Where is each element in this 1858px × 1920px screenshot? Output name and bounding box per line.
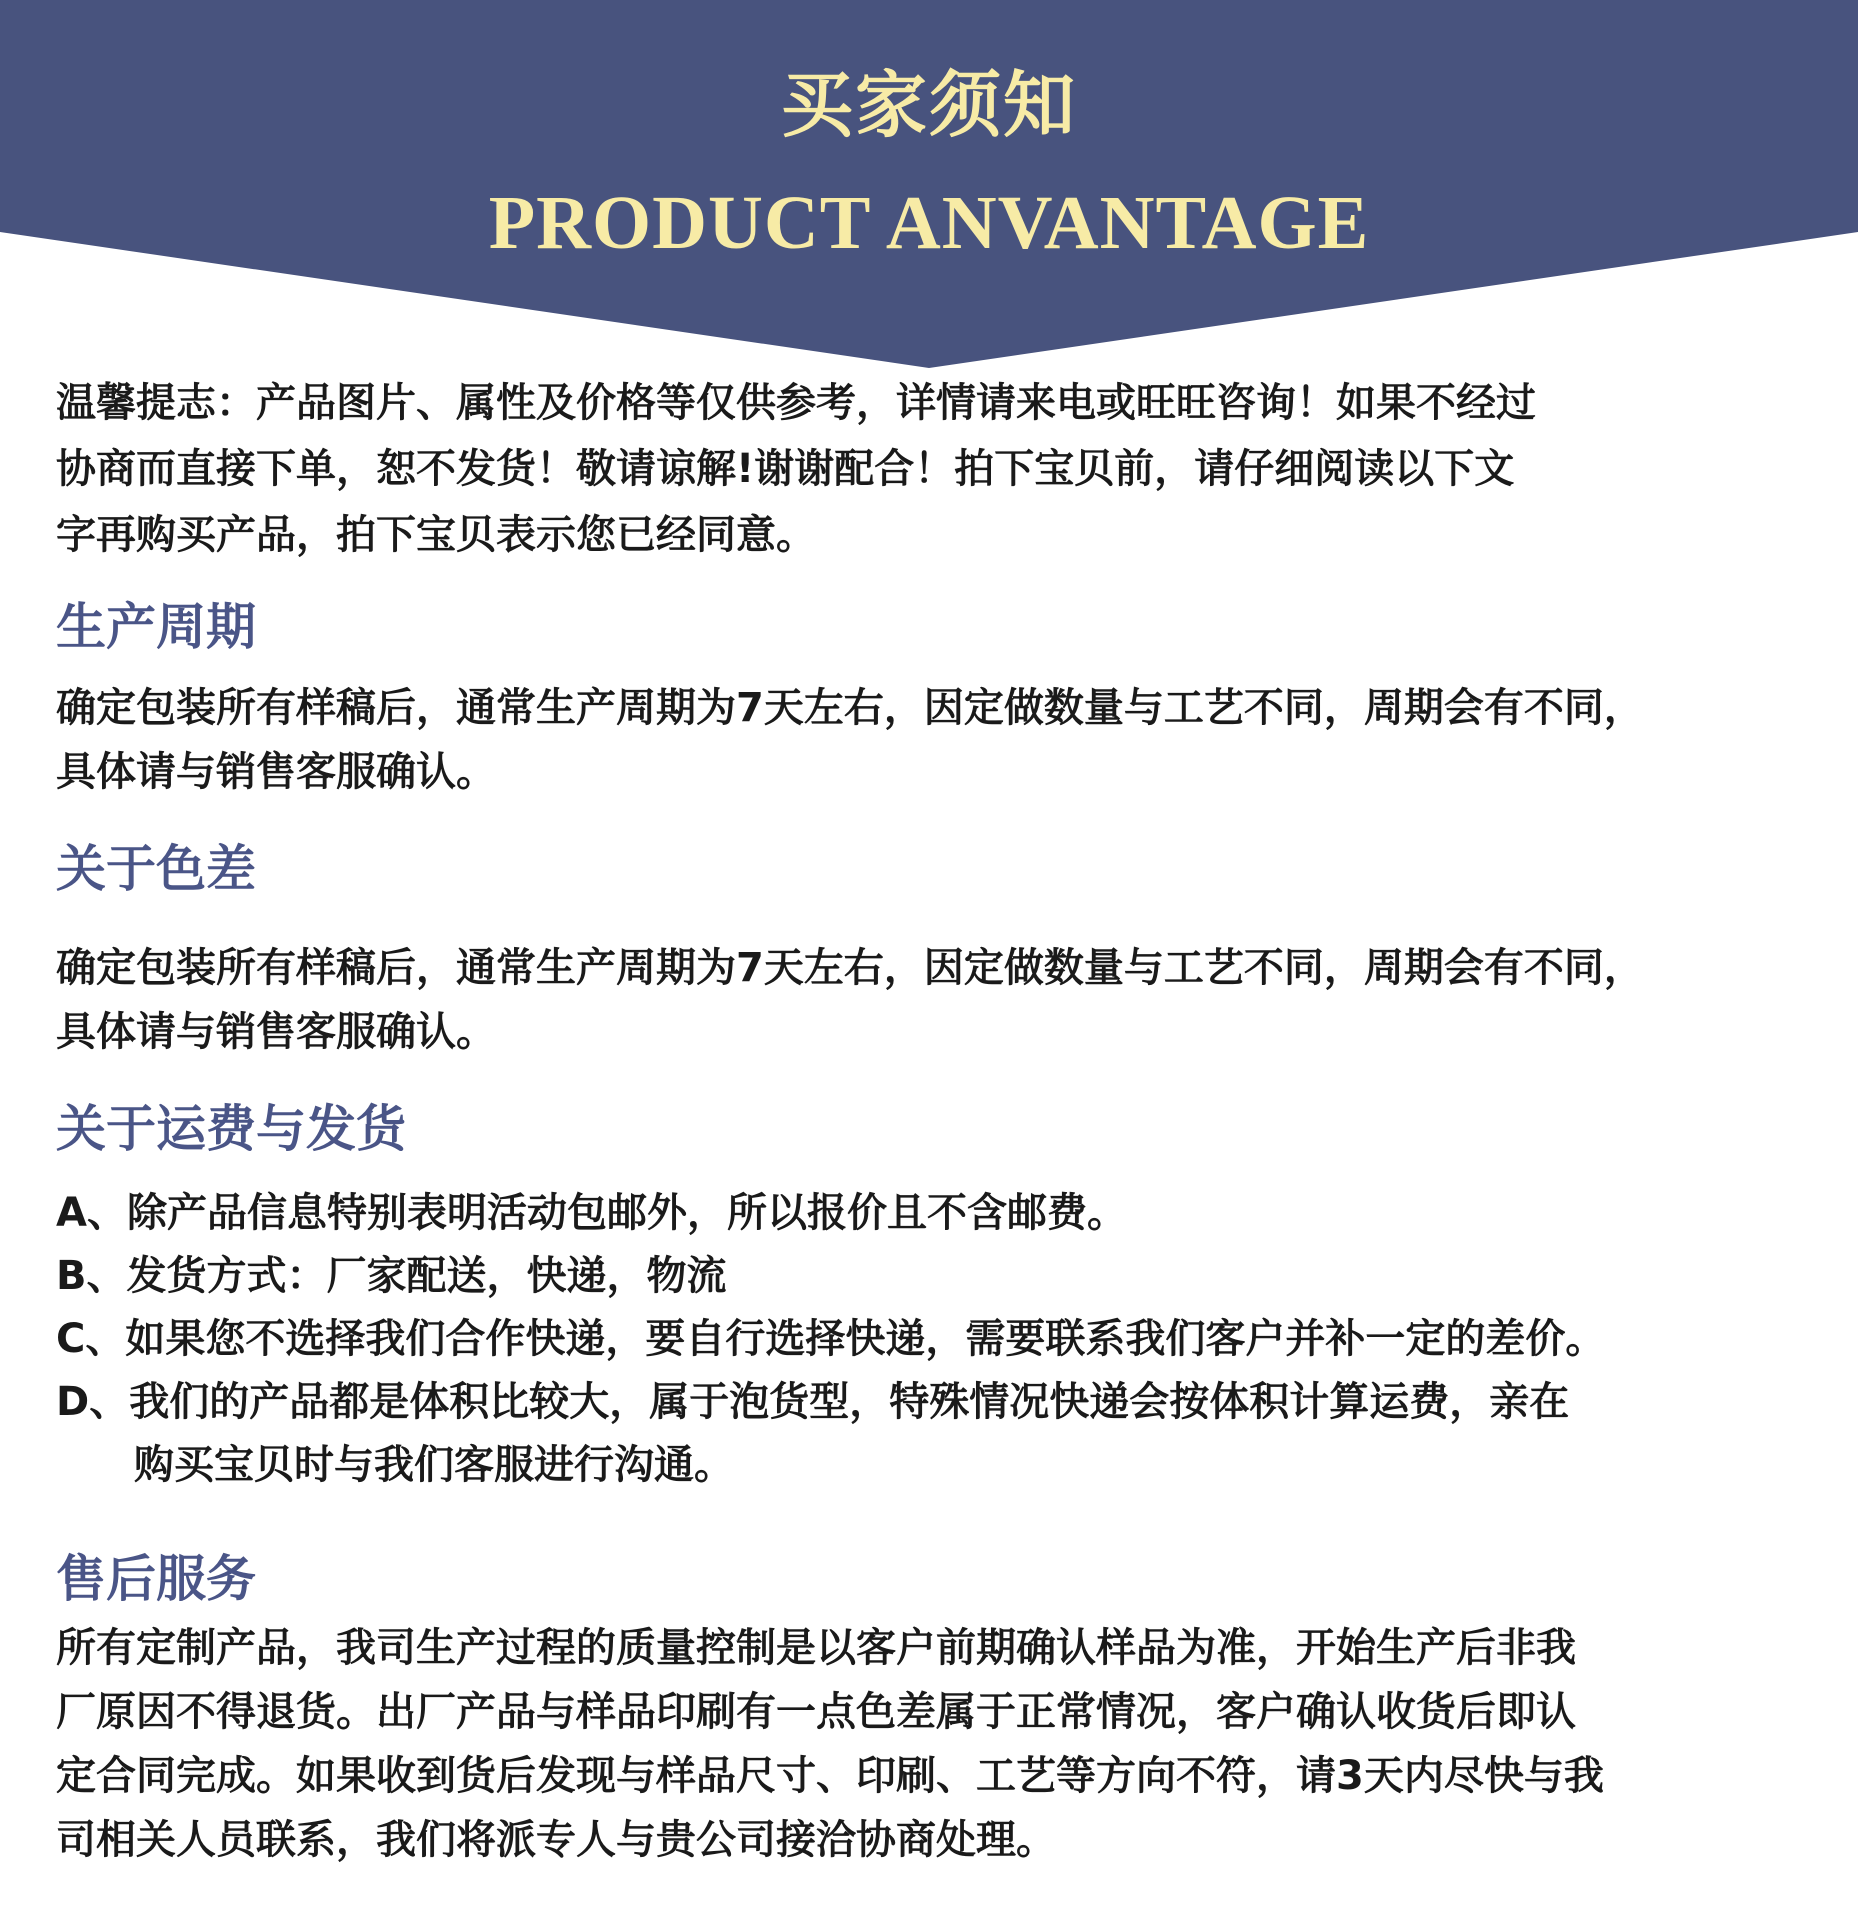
- banner-title-english: PRODUCT ANVANTAGE: [488, 181, 1370, 265]
- color-difference-line: 确定包装所有样稿后，通常生产周期为7天左右，因定做数量与工艺不同，周期会有不同，: [56, 945, 1644, 991]
- shipping-item-d-continued: 购买宝贝时与我们客服进行沟通。: [134, 1442, 734, 1488]
- section-title-after-sales: 售后服务: [56, 1549, 256, 1608]
- after-sales-line: 所有定制产品，我司生产过程的质量控制是以客户前期确认样品为准，开始生产后非我: [56, 1625, 1576, 1671]
- after-sales-line: 厂原因不得退货。出厂产品与样品印刷有一点色差属于正常情况，客户确认收货后即认: [56, 1689, 1576, 1735]
- after-sales-line: 定合同完成。如果收到货后发现与样品尺寸、印刷、工艺等方向不符，请3天内尽快与我: [56, 1753, 1604, 1799]
- color-difference-line: 具体请与销售客服确认。: [56, 1009, 496, 1055]
- shipping-list: [56, 1182, 1816, 1497]
- section-title-shipping: 关于运费与发货: [56, 1099, 406, 1158]
- shipping-item-b: B、发货方式：厂家配送，快递，物流: [56, 1253, 727, 1299]
- production-text: [56, 676, 1816, 804]
- section-title-color-difference: 关于色差: [56, 839, 256, 898]
- production-line: 确定包装所有样稿后，通常生产周期为7天左右，因定做数量与工艺不同，周期会有不同，: [56, 685, 1644, 731]
- section-title-production: 生产周期: [56, 597, 256, 656]
- shipping-item-c: C、如果您不选择我们合作快递，要自行选择快递，需要联系我们客户并补一定的差价。: [56, 1316, 1606, 1362]
- banner-title-chinese: 买家须知: [780, 62, 1077, 147]
- after-sales-line: 司相关人员联系，我们将派专人与贵公司接洽协商处理。: [56, 1817, 1056, 1863]
- intro-line: 字再购买产品，拍下宝贝表示您已经同意。: [56, 512, 816, 558]
- shipping-item-a: A、除产品信息特别表明活动包邮外，所以报价且不含邮费。: [56, 1190, 1127, 1236]
- intro-line: 协商而直接下单，恕不发货！敬请谅解!谢谢配合！拍下宝贝前，请仔细阅读以下文: [56, 446, 1515, 492]
- header-banner: [0, 0, 1858, 370]
- intro-notice: [56, 370, 1816, 568]
- shipping-item-d: D、我们的产品都是体积比较大，属于泡货型，特殊情况快递会按体积计算运费，亲在: [56, 1379, 1570, 1425]
- intro-line: 温馨提志：产品图片、属性及价格等仅供参考，详情请来电或旺旺咨询！如果不经过: [56, 380, 1536, 426]
- after-sales-text: [56, 1616, 1816, 1872]
- production-line: 具体请与销售客服确认。: [56, 749, 496, 795]
- color-difference-text: [56, 936, 1816, 1064]
